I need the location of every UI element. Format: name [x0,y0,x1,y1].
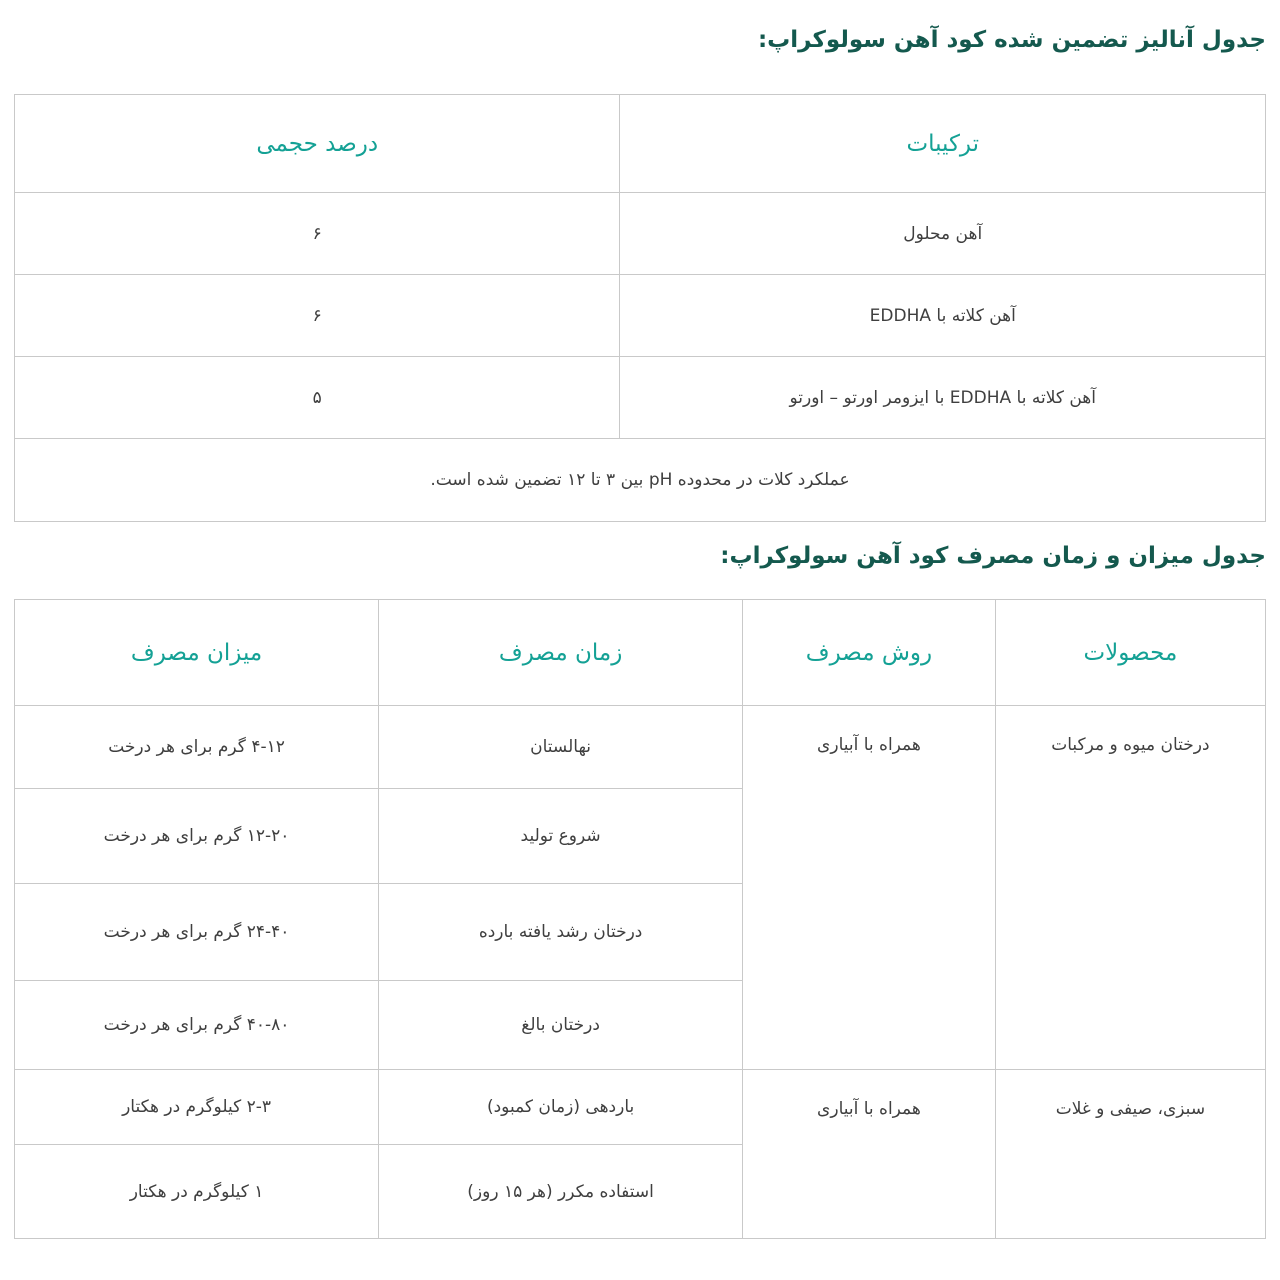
usage-header-row [15,600,1266,706]
percent-cell: ۵ [15,357,620,439]
amount-cell: ۱ کیلوگرم در هکتار [15,1145,379,1239]
header-method: روش مصرف [743,600,996,706]
method-cell: همراه با آبیاری [743,1070,996,1239]
percent-cell: ۶ [15,193,620,275]
method-cell: همراه با آبیاری [743,706,996,1070]
compound-cell: آهن محلول [620,193,1266,275]
header-compounds: ترکیبات [620,95,1266,193]
table-row [15,357,1266,439]
analysis-section-title: جدول آنالیز تضمین شده کود آهن سولوکراپ: [757,27,1266,53]
time-cell: درختان بالغ [379,981,743,1070]
product-cell: درختان میوه و مرکبات [995,706,1265,1070]
header-time: زمان مصرف [379,600,743,706]
amount-cell: ۲۴-۴۰ گرم برای هر درخت [15,884,379,981]
table-row [15,706,1266,789]
time-cell: شروع تولید [379,789,743,884]
time-cell: نهالستان [379,706,743,789]
amount-cell: ۴۰-۸۰ گرم برای هر درخت [15,981,379,1070]
table-row [15,193,1266,275]
usage-section-title: جدول میزان و زمان مصرف کود آهن سولوکراپ: [720,543,1266,569]
time-cell: باردهی (زمان کمبود) [379,1070,743,1145]
ph-footnote-cell: عملکرد کلات در محدوده pH بین ۳ تا ۱۲ تضمین شده است. [15,439,1266,522]
usage-table [14,599,1266,1239]
page-content [14,24,1266,1239]
amount-cell: ۲-۳ کیلوگرم در هکتار [15,1070,379,1145]
product-cell: سبزی، صیفی و غلات [995,1070,1265,1239]
compound-cell: آهن کلاته با EDDHA [620,275,1266,357]
table-row [15,1070,1266,1145]
table-row [15,275,1266,357]
header-volume-percent: درصد حجمی [15,95,620,193]
footnote-row [15,439,1266,522]
time-cell: درختان رشد یافته بارده [379,884,743,981]
header-products: محصولات [995,600,1265,706]
analysis-header-row [15,95,1266,193]
amount-cell: ۱۲-۲۰ گرم برای هر درخت [15,789,379,884]
header-amount: میزان مصرف [15,600,379,706]
compound-cell: آهن کلاته با EDDHA با ایزومر اورتو – اورتو [620,357,1266,439]
time-cell: استفاده مکرر (هر ۱۵ روز) [379,1145,743,1239]
analysis-table [14,94,1266,522]
percent-cell: ۶ [15,275,620,357]
amount-cell: ۴-۱۲ گرم برای هر درخت [15,706,379,789]
